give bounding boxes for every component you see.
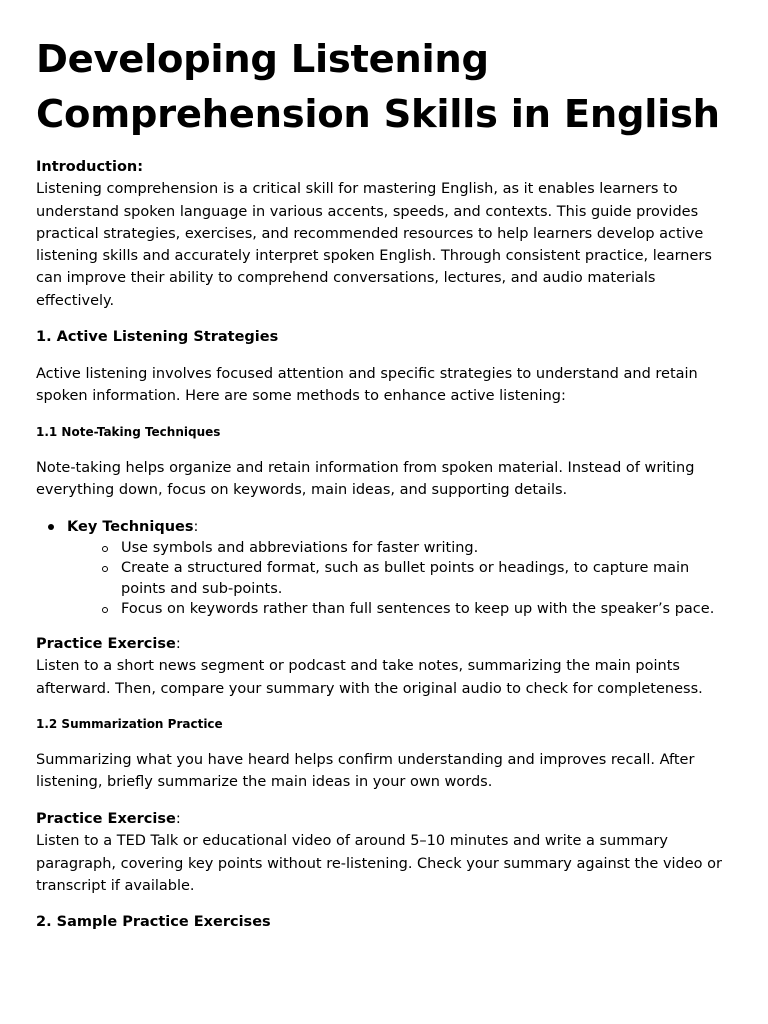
intro-paragraph	[36, 156, 734, 312]
key-techniques-colon: :	[193, 519, 199, 535]
section-1-intro: Active listening involves focused attention and specific strategies to understand and retain spoken information. Here are some methods to enhance active listening:	[36, 366, 698, 405]
list-item	[36, 517, 736, 620]
key-techniques-label: Key Techniques	[67, 519, 194, 535]
practice-exercise-text: Listen to a TED Talk or educational video of around 5–10 minutes and write a summary paragraph, covering key points without re-listening. Check your summary against the video or transcript if available.	[36, 833, 722, 894]
subsection-1-1-text: Note-taking helps organize and retain information from spoken material. Instead of writing everything down, focus on keywords, main ideas, and supporting details.	[36, 460, 695, 499]
section-1-heading: 1. Active Listening Strategies	[36, 329, 279, 345]
practice-exercise-label: Practice Exercise	[36, 811, 176, 827]
intro-text: Listening comprehension is a critical skill for mastering English, as it enables learners to understand spoken language in various accents, speeds, and contexts. This guide provides practical strategies, exercises, and recommended resources to help learners develop active listening skills and accurately interpret spoken English. Through consistent practice, learners can improve their ability to comprehend conversations, lectures, and audio materials effectively.	[36, 181, 712, 309]
list-item: Use symbols and abbreviations for faster writing.	[67, 538, 736, 559]
practice-exercise-label: Practice Exercise	[36, 636, 176, 652]
subsection-1-2-text: Summarizing what you have heard helps confirm understanding and improves recall. After listening, briefly summarize the main ideas in your own words.	[36, 752, 695, 791]
subsection-1-2-heading: 1.2 Summarization Practice	[36, 717, 223, 731]
practice-exercise-text: Listen to a short news segment or podcast and take notes, summarizing the main points afterward. Then, compare your summary with the original audio to check for completeness.	[36, 658, 703, 697]
list-item: Create a structured format, such as bullet points or headings, to capture main points and sub-points.	[67, 558, 736, 599]
key-techniques-list	[36, 517, 736, 620]
practice-exercise-1	[36, 633, 734, 700]
page-title: Developing Listening Comprehension Skills in English	[36, 37, 720, 137]
section-2-heading: 2. Sample Practice Exercises	[36, 914, 271, 930]
key-techniques-sublist	[67, 538, 736, 620]
subsection-1-1-heading: 1.1 Note-Taking Techniques	[36, 425, 221, 439]
practice-exercise-2	[36, 808, 734, 897]
intro-label: Introduction:	[36, 159, 144, 175]
practice-exercise-colon: :	[175, 811, 181, 827]
practice-exercise-colon: :	[175, 636, 181, 652]
list-item: Focus on keywords rather than full sentences to keep up with the speaker’s pace.	[67, 599, 736, 620]
